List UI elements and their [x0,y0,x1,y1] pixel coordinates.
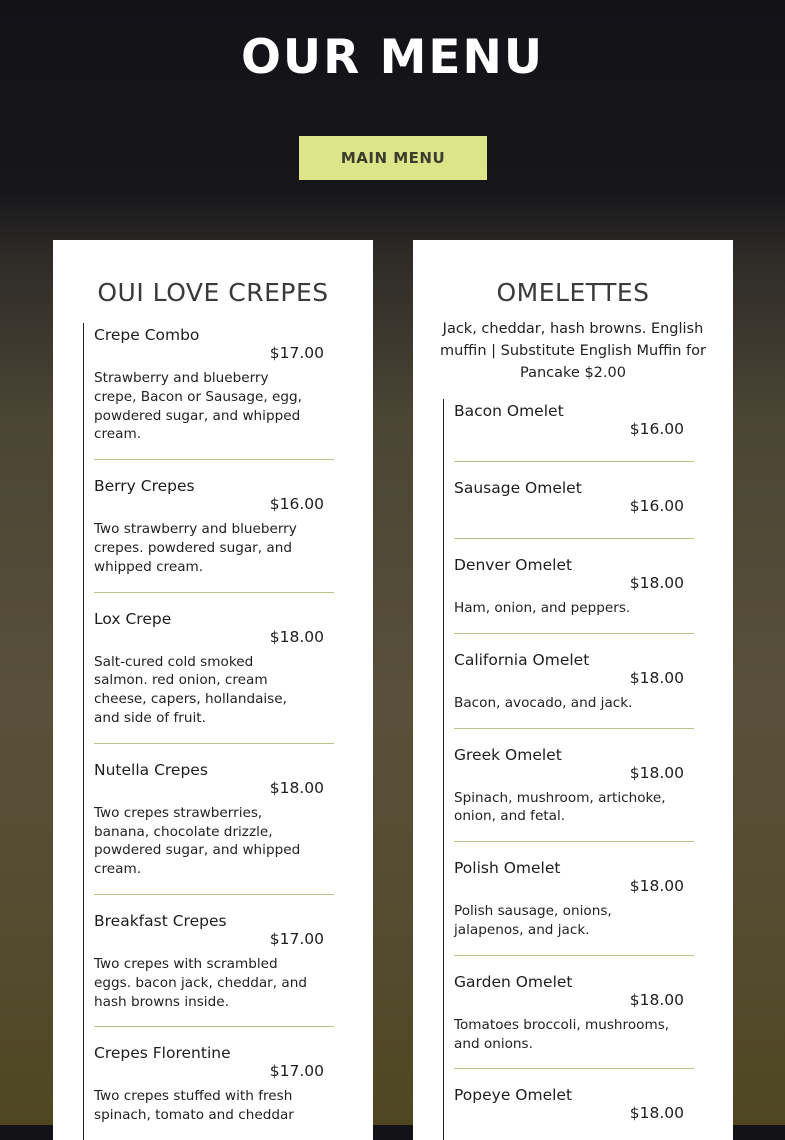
omelettes-menu-card [413,240,733,1140]
menu-item-price: $18.00 [629,877,684,896]
menu-item [454,743,694,843]
menu-item-name: Berry Crepes [94,477,195,496]
menu-item [94,909,334,1027]
menu-item-name: Bacon Omelet [454,402,564,420]
menu-item [94,323,334,460]
menu-item-description: Polish sausage, onions, jalapenos, and jack. [454,903,612,938]
menu-item [454,970,694,1070]
menu-item-description: Two crepes strawberries, banana, chocolate drizzle, powdered sugar, and whipped cream. [94,804,301,878]
hero-title: OUR MENU [240,30,545,85]
menu-item-description: Tomatoes broccoli, mushrooms, and onions. [454,1016,670,1052]
main-menu-button[interactable]: MAIN MENU [299,136,487,180]
menu-item [94,607,334,744]
menu-item [454,1083,694,1140]
menu-item-price: $18.00 [269,627,324,646]
crepes-menu-card [53,240,373,1140]
menu-item-price: $17.00 [269,344,324,362]
menu-item-name: Garden Omelet [454,972,573,991]
menu-item [94,758,334,895]
menu-item-description: Ham, onion, and peppers. [454,600,631,616]
menu-item [454,476,694,539]
menu-item-name: Nutella Crepes [94,760,208,779]
menu-item-description: Two strawberry and blueberry crepes. powdered sugar, and whipped cream. [94,521,297,575]
menu-item-price: $16.00 [629,420,684,438]
menu-item-description: Strawberry and blueberry crepe, Bacon or Sausage, egg, powdered sugar, and whipped cream. [94,370,302,443]
menu-item-description: Bacon, avocado, and jack. [454,694,633,711]
menu-item-name: Popeye Omelet [454,1086,573,1105]
menu-item-price: $18.00 [629,574,684,592]
menu-item-description: Spinach, mushroom, artichoke, onion, and fetal. [454,789,666,825]
crepes-section-title: OUI LOVE CREPES [97,278,329,307]
omelettes-intro: Jack, cheddar, hash browns. English muffin | Substitute English Muffin for Pancake $2.00 [439,321,706,381]
menu-item-name: Polish Omelet [454,859,561,878]
menu-item-price: $16.00 [269,495,324,514]
menu-item-description: Two crepes stuffed with fresh spinach, tomato and cheddar [94,1088,294,1124]
menu-item [94,474,334,592]
crepes-item-list [83,323,334,1140]
menu-item-price: $18.00 [269,778,324,797]
omelettes-section-title: OMELETTES [496,278,650,307]
menu-item-name: Greek Omelet [454,745,562,764]
menu-item [454,648,694,729]
menu-item [454,553,694,634]
menu-item-description: Two crepes with scrambled eggs. bacon jack, cheddar, and hash browns inside. [94,955,307,1010]
omelettes-item-list [443,399,694,1140]
menu-item-price: $18.00 [629,668,684,687]
menu-item-name: Crepe Combo [94,326,200,344]
menu-item-price: $18.00 [629,763,684,782]
menu-item-name: Lox Crepe [94,609,172,628]
menu-item-description: Salt-cured cold smoked salmon. red onion, cream cheese, capers, hollandaise, and side of fruit. [94,653,287,726]
menu-item-price: $16.00 [629,497,684,515]
menu-item [454,399,694,462]
menu-item-name: California Omelet [454,650,590,669]
menu-item-price: $17.00 [269,1062,324,1081]
menu-item-name: Crepes Florentine [94,1044,231,1063]
menu-item [454,856,694,956]
menu-item-price: $18.00 [629,1104,684,1123]
menu-item [94,1041,334,1140]
menu-item-price: $18.00 [629,990,684,1009]
menu-item-price: $17.00 [269,929,324,948]
menu-item-name: Breakfast Crepes [94,911,227,930]
menu-item-name: Sausage Omelet [454,479,582,497]
menu-item-name: Denver Omelet [454,556,573,574]
